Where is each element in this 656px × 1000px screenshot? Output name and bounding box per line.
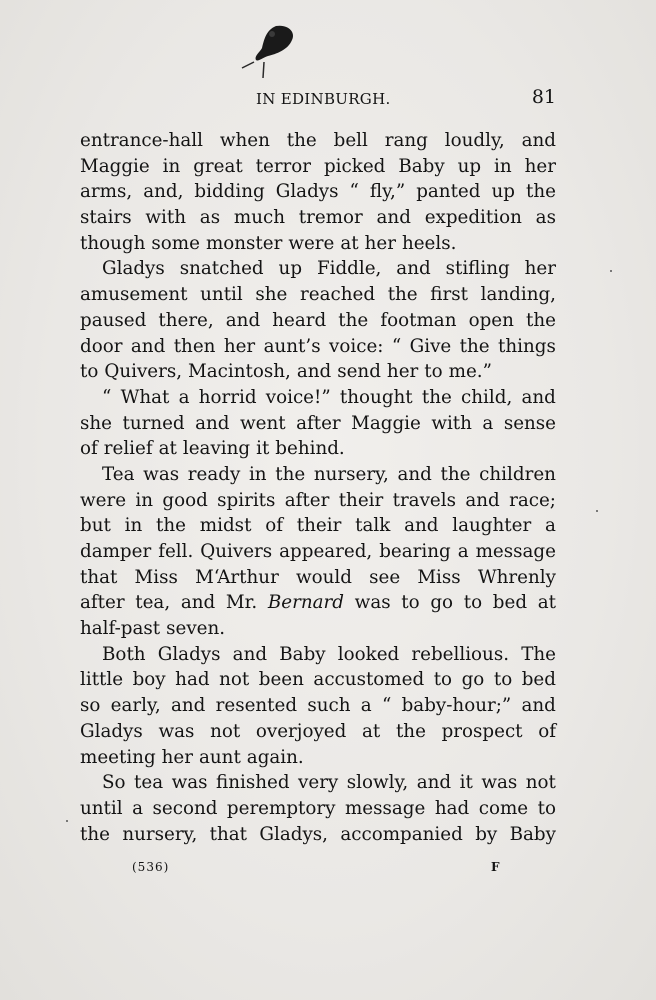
word: the — [421, 386, 452, 408]
word: to — [401, 592, 420, 614]
word: and — [416, 772, 452, 794]
word: talk — [355, 515, 391, 537]
word: such — [307, 695, 351, 717]
word: bidding — [194, 181, 265, 203]
word: me.” — [448, 361, 492, 383]
word: a — [178, 386, 190, 408]
word: it — [256, 438, 270, 460]
word: entrance-hall — [80, 130, 203, 151]
word: come — [478, 797, 529, 819]
text-line — [80, 822, 556, 848]
word: the — [459, 335, 490, 357]
word: amusement — [80, 284, 188, 306]
word: was — [481, 772, 518, 794]
word: then — [173, 335, 216, 357]
word: Give — [409, 335, 452, 357]
word: baby-hour;” — [401, 695, 512, 717]
word: travels — [392, 489, 456, 511]
word: landing, — [480, 284, 556, 306]
gathering-letter: F — [491, 860, 500, 874]
word: the — [286, 130, 317, 151]
word: in — [124, 515, 143, 537]
word: laughter — [452, 515, 532, 537]
word: Gladys — [157, 643, 221, 665]
word: thought — [339, 386, 413, 408]
word: up — [278, 258, 303, 280]
paper-speck — [610, 270, 612, 272]
word: Tea — [102, 463, 135, 485]
text-line — [80, 770, 556, 796]
word: tremor — [298, 207, 363, 229]
word: turned — [122, 412, 185, 434]
word: her — [223, 335, 256, 357]
word: picked — [323, 155, 386, 177]
word: Maggie — [80, 155, 150, 177]
word: Both — [102, 643, 146, 665]
word: Bernard — [267, 592, 344, 614]
word: and — [180, 592, 216, 614]
word: leaving — [182, 438, 251, 460]
word: sense — [503, 412, 556, 434]
word: to — [493, 669, 513, 691]
word: had — [434, 797, 470, 819]
word: early, — [110, 695, 161, 717]
word: though — [80, 232, 146, 254]
running-title: IN EDINBURGH. — [256, 90, 391, 108]
word: accustomed — [313, 669, 425, 691]
word: after — [80, 592, 125, 614]
word: accompanied — [340, 823, 463, 845]
word: midst — [199, 515, 252, 537]
word: the — [387, 284, 418, 306]
text-line — [80, 282, 556, 308]
word: Gladys — [102, 258, 165, 280]
word: Mr. — [225, 592, 258, 614]
word: go — [430, 592, 454, 614]
word: went — [239, 412, 286, 434]
word: so — [80, 695, 101, 717]
word: panted — [416, 181, 481, 203]
word: to — [424, 361, 443, 383]
word: message — [344, 797, 426, 819]
word: she — [255, 284, 288, 306]
word: rebellious. — [411, 643, 510, 665]
word: her — [386, 361, 419, 383]
word: reached — [300, 284, 376, 306]
word: was — [143, 463, 180, 485]
word: good — [162, 489, 208, 511]
word: “ — [102, 386, 112, 408]
word: M‘Arthur — [195, 566, 279, 588]
word: after — [296, 412, 341, 434]
word: and — [130, 335, 166, 357]
text-line — [80, 385, 556, 411]
word: terror — [255, 155, 312, 177]
word: and — [465, 489, 500, 511]
word: half-past — [80, 618, 161, 640]
word: a — [457, 541, 469, 562]
word: bearing — [379, 541, 451, 562]
text-line — [80, 231, 556, 257]
word: the — [395, 720, 426, 742]
word: little — [80, 669, 124, 691]
word: the — [525, 309, 556, 331]
word: rang — [384, 130, 428, 151]
word: in — [135, 489, 154, 511]
word: there, — [158, 309, 214, 331]
word: were — [80, 489, 127, 511]
text-line — [80, 719, 556, 745]
text-line — [80, 179, 556, 205]
word: prospect — [441, 720, 523, 742]
word: it — [459, 772, 473, 794]
word: loudly, — [444, 130, 505, 151]
word: “ — [391, 335, 402, 357]
text-line — [80, 513, 556, 539]
word: nursery, — [313, 463, 389, 485]
word: in — [162, 155, 181, 177]
word: The — [521, 643, 556, 665]
word: until — [200, 284, 243, 306]
word: at — [340, 232, 359, 254]
word: her — [161, 746, 193, 768]
word: their — [296, 515, 342, 537]
word: finished — [216, 772, 290, 794]
word: a — [132, 797, 143, 819]
word: at — [537, 592, 556, 614]
word: the — [275, 463, 306, 485]
word: she — [80, 412, 112, 434]
word: footman — [380, 309, 457, 331]
word: So — [102, 772, 126, 794]
word: aunt — [199, 746, 241, 768]
word: relief — [103, 438, 153, 460]
text-line — [80, 693, 556, 719]
word: things — [498, 335, 556, 357]
text-line — [80, 334, 556, 360]
word: child, — [461, 386, 513, 408]
word: heels. — [401, 232, 457, 254]
word: a — [482, 412, 494, 434]
text-line — [80, 667, 556, 693]
word: to — [537, 797, 556, 819]
word: a — [544, 515, 556, 537]
word: much — [233, 207, 285, 229]
word: fly,” — [369, 181, 406, 203]
word: meeting — [80, 746, 156, 768]
word: had — [175, 669, 210, 691]
word: nursery, — [122, 823, 198, 845]
word: of — [538, 720, 556, 742]
word: What — [120, 386, 170, 408]
word: Gladys — [275, 181, 339, 203]
word: Baby — [509, 823, 556, 845]
text-line — [80, 488, 556, 514]
word: bell — [333, 130, 368, 151]
word: second — [152, 797, 218, 819]
word: her — [524, 155, 556, 177]
text-line — [80, 411, 556, 437]
word: stairs — [80, 207, 132, 229]
word: Quivers — [200, 541, 273, 562]
word: Fiddle, — [316, 258, 382, 280]
text-line — [80, 745, 556, 771]
word: paused — [80, 309, 147, 331]
word: again. — [246, 746, 304, 768]
word: of — [265, 515, 283, 537]
word: and — [521, 695, 556, 717]
text-line — [80, 128, 556, 154]
word: slowly, — [346, 772, 409, 794]
word: and — [397, 463, 432, 485]
word: heard — [272, 309, 327, 331]
text-line — [80, 796, 556, 822]
paper-speck — [596, 510, 598, 512]
signature-mark: (536) — [132, 860, 170, 874]
word: not — [219, 669, 250, 691]
word: behind. — [275, 438, 345, 460]
word: tea, — [135, 592, 171, 614]
word: their — [338, 489, 384, 511]
word: the — [80, 823, 110, 845]
word: Quivers, — [104, 361, 183, 383]
word: to — [433, 669, 453, 691]
word: expedition — [424, 207, 522, 229]
word: Maggie — [351, 412, 421, 434]
word: and — [521, 130, 556, 151]
word: Baby — [398, 155, 445, 177]
word: ready — [187, 463, 241, 485]
word: been — [258, 669, 304, 691]
word: and — [404, 515, 439, 537]
text-line — [80, 359, 556, 385]
word: Macintosh, — [188, 361, 291, 383]
word: with — [431, 412, 472, 434]
word: in — [494, 155, 512, 177]
word: monster — [205, 232, 283, 254]
word: Gladys, — [259, 823, 328, 845]
text-line — [80, 616, 556, 642]
word: race; — [509, 489, 556, 511]
word: a — [360, 695, 372, 717]
word: stifling — [445, 258, 510, 280]
word: very — [298, 772, 339, 794]
word: voice: — [329, 335, 384, 357]
word: of — [80, 438, 98, 460]
word: damper — [80, 541, 152, 562]
word: spirits — [217, 489, 276, 511]
word: appeared, — [279, 541, 373, 562]
word: and — [396, 258, 431, 280]
word: children — [479, 463, 556, 485]
word: that — [80, 566, 118, 588]
word: would — [295, 566, 352, 588]
word: and — [296, 361, 332, 383]
text-line — [80, 539, 556, 565]
word: fell. — [158, 541, 194, 562]
word: until — [80, 797, 123, 819]
word: the — [338, 309, 369, 331]
word: when — [219, 130, 270, 151]
word: that — [209, 823, 248, 845]
word: was — [354, 592, 391, 614]
word: “ — [349, 181, 359, 203]
word: first — [430, 284, 468, 306]
word: as — [535, 207, 556, 229]
text-line — [80, 590, 556, 616]
word: to — [463, 592, 483, 614]
word: and — [225, 309, 261, 331]
paper-speck — [66, 820, 68, 822]
text-line — [80, 154, 556, 180]
word: aunt’s — [263, 335, 321, 357]
word: bed — [521, 669, 556, 691]
word: her — [524, 258, 556, 280]
word: door — [80, 335, 123, 357]
word: and — [170, 695, 206, 717]
text-line — [80, 205, 556, 231]
word: go — [461, 669, 485, 691]
word: “ — [381, 695, 392, 717]
word: peremptory — [226, 797, 336, 819]
word: message — [475, 541, 556, 562]
word: tea — [134, 772, 164, 794]
word: Baby — [279, 643, 326, 665]
word: resented — [215, 695, 298, 717]
ink-blot-mark — [236, 22, 298, 82]
word: arms, — [80, 181, 133, 203]
word: was — [158, 720, 195, 742]
page-number: 81 — [531, 86, 556, 108]
word: and — [376, 207, 411, 229]
word: overjoyed — [255, 720, 347, 742]
word: in — [248, 463, 267, 485]
word: the — [156, 515, 186, 537]
word: her — [364, 232, 396, 254]
word: not — [525, 772, 556, 794]
word: Gladys — [80, 720, 143, 742]
word: and, — [143, 181, 184, 203]
word: bed — [492, 592, 528, 614]
word: Miss — [417, 566, 461, 588]
text-line — [80, 256, 556, 282]
word: was — [171, 772, 208, 794]
word: the — [440, 463, 471, 485]
text-line — [80, 642, 556, 668]
word: at — [362, 720, 381, 742]
word: by — [475, 823, 498, 845]
text-line — [80, 436, 556, 462]
word: snatched — [179, 258, 264, 280]
text-line — [80, 565, 556, 591]
word: Whrenly — [477, 566, 556, 588]
word: boy — [132, 669, 166, 691]
word: and — [232, 643, 268, 665]
word: some — [151, 232, 200, 254]
word: up — [457, 155, 482, 177]
word: with — [145, 207, 187, 229]
text-line — [80, 308, 556, 334]
word: horrid — [198, 386, 257, 408]
word: the — [526, 181, 556, 203]
word: to — [80, 361, 99, 383]
footer — [80, 860, 556, 880]
word: at — [158, 438, 177, 460]
text-line — [80, 462, 556, 488]
word: see — [369, 566, 401, 588]
word: looked — [337, 643, 400, 665]
word: as — [199, 207, 221, 229]
word: open — [468, 309, 514, 331]
word: up — [491, 181, 515, 203]
word: but — [80, 515, 111, 537]
body-text — [80, 128, 556, 847]
running-head — [80, 88, 556, 110]
word: after — [284, 489, 330, 511]
word: and — [195, 412, 230, 434]
word: voice!” — [265, 386, 331, 408]
word: great — [193, 155, 243, 177]
word: seven. — [166, 618, 226, 640]
word: not — [210, 720, 241, 742]
word: were — [288, 232, 335, 254]
word: send — [337, 361, 381, 383]
word: Miss — [134, 566, 178, 588]
word: and — [521, 386, 556, 408]
